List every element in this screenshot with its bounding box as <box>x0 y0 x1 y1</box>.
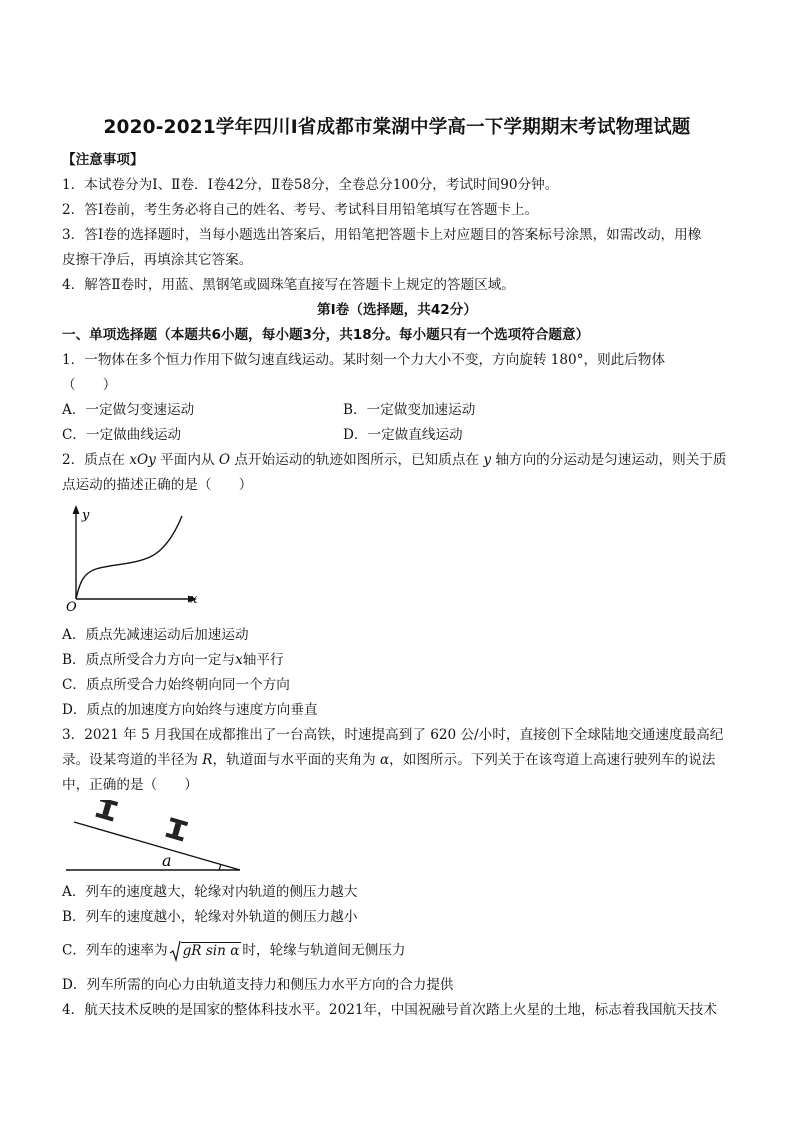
q1-option-d: D．一定做直线运动 <box>343 427 463 443</box>
q4-stem: 4．航天技术反映的是国家的整体科技水平。2021年，中国祝融号首次踏上火星的土地，标志着我国航天技术 <box>62 1002 717 1018</box>
q3-stem-2: 录。设某弯道的半径为 R，轨道面与水平面的夹角为 α，如图所示。下列关于在该弯道上高速行驶列车的说法 <box>62 752 716 768</box>
q2-option-d: D．质点的加速度方向始终与速度方向垂直 <box>62 702 318 718</box>
q1-stem: 1．一物体在多个恒力作用下做匀速直线运动。某时刻一个力大小不变，方向旋转 180°，则此后物体 <box>62 352 666 368</box>
alpha-label: a <box>162 851 172 870</box>
q3-option-c: C．列车的速率为 gR sin α 时，轮缘与轨道间无侧压力 <box>62 940 406 962</box>
q3-option-a: A．列车的速度越大，轮缘对内轨道的侧压力越大 <box>62 884 358 900</box>
origin-label: O <box>66 600 77 615</box>
q2-option-c: C．质点所受合力始终朝向同一个方向 <box>62 677 290 693</box>
sqrt-symbol <box>169 940 242 962</box>
x-axis-label: x <box>190 592 198 607</box>
q3-track-figure <box>62 800 247 876</box>
notice-heading: 【注意事项】 <box>62 152 144 168</box>
y-axis-label: y <box>82 508 90 523</box>
q2-option-a: A．质点先减速运动后加速运动 <box>62 627 249 643</box>
q1-stem-bracket: （ ） <box>62 377 117 393</box>
sqrt-expression: gR sin α <box>182 942 240 959</box>
inclined-track <box>74 822 240 870</box>
y-axis-arrow <box>73 505 80 514</box>
outer-rail <box>95 800 118 821</box>
inner-rail <box>165 817 188 841</box>
part-title: 一、单项选择题（本题共6小题，每小题3分，共18分。每小题只有一个选项符合题意） <box>62 327 590 343</box>
q3-stem: 3．2021 年 5 月我国在成都推出了一台高铁，时速提高到了 620 公/小时，直接创下全球陆地交通速度最高纪 <box>62 727 724 743</box>
angle-arc <box>219 864 221 870</box>
q3-option-d: D．列车所需的向心力由轨道支持力和侧压力水平方向的合力提供 <box>62 977 454 993</box>
q2-stem-2: 点运动的描述正确的是（ ） <box>62 477 253 493</box>
notice-item: 3．答Ⅰ卷的选择题时，当每小题选出答案后，用铅笔把答题卡上对应题目的答案标号涂黑，如需改动，用橡 <box>62 227 702 243</box>
trajectory-curve <box>76 516 182 599</box>
q3-option-b: B．列车的速度越小，轮缘对外轨道的侧压力越小 <box>62 909 358 925</box>
q3-stem-3: 中，正确的是（ ） <box>62 777 198 793</box>
q2-stem: 2．质点在 xOy 平面内从 O 点开始运动的轨迹如图所示，已知质点在 y 轴方向的分运动是匀速运动，则关于质 <box>62 452 727 468</box>
q1-option-b: B．一定做变加速运动 <box>343 402 476 418</box>
q2-trajectory-figure <box>62 503 212 615</box>
section-title: 第Ⅰ卷（选择题，共42分） <box>317 302 477 318</box>
notice-item: 皮擦干净后，再填涂其它答案。 <box>62 252 253 268</box>
q1-option-c: C．一定做曲线运动 <box>62 427 182 443</box>
notice-item: 4．解答Ⅱ卷时，用蓝、黑钢笔或圆珠笔直接写在答题卡上规定的答题区域。 <box>62 277 515 293</box>
notice-item: 1．本试卷分为Ⅰ、Ⅱ卷．Ⅰ卷42分，Ⅱ卷58分，全卷总分100分，考试时间90分钟。 <box>62 177 559 193</box>
page-title: 2020-2021学年四川I省成都市棠湖中学高一下学期期末考试物理试题 <box>103 117 691 138</box>
notice-item: 2．答Ⅰ卷前，考生务必将自己的姓名、考号、考试科目用铅笔填写在答题卡上。 <box>62 202 539 218</box>
q1-option-a: A．一定做匀变速运动 <box>62 402 195 418</box>
q2-option-b: B．质点所受合力方向一定与x轴平行 <box>62 652 284 668</box>
